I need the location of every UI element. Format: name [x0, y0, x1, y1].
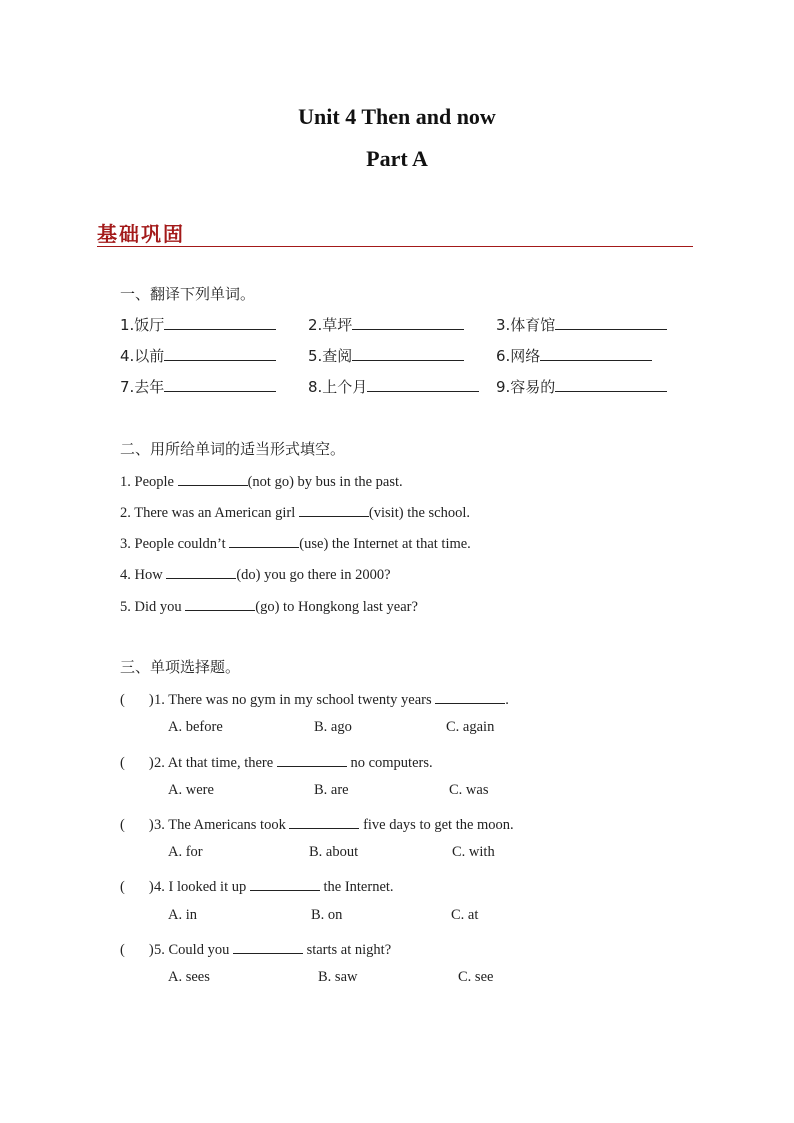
- option-a[interactable]: A. sees: [168, 969, 210, 985]
- answer-paren[interactable]: ( ): [120, 879, 154, 895]
- option-c[interactable]: C. see: [458, 969, 494, 985]
- options-row: [168, 719, 588, 737]
- vocab-item: 8.上个月: [308, 376, 479, 397]
- section-heading: [97, 218, 693, 247]
- fill-question: 5. Did you (go) to Hongkong last year?: [120, 595, 418, 616]
- choice-question: ( )2. At that time, there no computers.: [120, 751, 433, 772]
- option-b[interactable]: B. about: [309, 844, 359, 860]
- answer-blank[interactable]: [229, 532, 299, 548]
- options-row: [168, 907, 588, 925]
- answer-blank[interactable]: [233, 938, 303, 954]
- answer-blank[interactable]: [277, 751, 347, 767]
- option-b[interactable]: B. saw: [318, 969, 358, 985]
- page-title: Unit 4 Then and now: [298, 104, 496, 129]
- page-subtitle: Part A: [366, 146, 428, 171]
- answer-blank[interactable]: [164, 345, 276, 361]
- fill-question: 1. People (not go) by bus in the past.: [120, 470, 403, 491]
- part3-heading: 三、单项选择题。: [120, 658, 241, 676]
- option-a[interactable]: A. before: [168, 719, 223, 735]
- vocab-item: 9.容易的: [496, 376, 667, 397]
- answer-blank[interactable]: [164, 376, 276, 392]
- answer-blank[interactable]: [185, 595, 255, 611]
- options-row: [168, 782, 588, 800]
- vocab-item: 1.饭厅: [120, 314, 276, 335]
- answer-blank[interactable]: [166, 563, 236, 579]
- vocab-item: 4.以前: [120, 345, 276, 366]
- choice-question: ( )3. The Americans took five days to get the moon.: [120, 813, 514, 834]
- answer-blank[interactable]: [289, 813, 359, 829]
- fill-question: 3. People couldn’t (use) the Internet at that time.: [120, 532, 471, 553]
- option-a[interactable]: A. in: [168, 907, 197, 923]
- answer-blank[interactable]: [352, 314, 464, 330]
- answer-blank[interactable]: [540, 345, 652, 361]
- option-b[interactable]: B. on: [311, 907, 343, 923]
- vocab-item: 7.去年: [120, 376, 276, 397]
- options-row: [168, 969, 588, 987]
- option-c[interactable]: C. again: [446, 719, 495, 735]
- part1-heading: 一、翻译下列单词。: [120, 285, 256, 303]
- option-b[interactable]: B. ago: [314, 719, 352, 735]
- answer-blank[interactable]: [164, 314, 276, 330]
- answer-blank[interactable]: [555, 314, 667, 330]
- vocab-item: 2.草坪: [308, 314, 464, 335]
- answer-blank[interactable]: [367, 376, 479, 392]
- answer-blank[interactable]: [352, 345, 464, 361]
- answer-blank[interactable]: [299, 501, 369, 517]
- option-b[interactable]: B. are: [314, 782, 349, 798]
- choice-question: ( )1. There was no gym in my school twenty years .: [120, 688, 509, 709]
- choice-question: ( )5. Could you starts at night?: [120, 938, 391, 959]
- option-a[interactable]: A. for: [168, 844, 203, 860]
- answer-paren[interactable]: ( ): [120, 942, 154, 958]
- fill-question: 2. There was an American girl (visit) the school.: [120, 501, 470, 522]
- fill-question: 4. How (do) you go there in 2000?: [120, 563, 391, 584]
- part2-heading: 二、用所给单词的适当形式填空。: [120, 440, 346, 458]
- vocab-item: 6.网络: [496, 345, 652, 366]
- vocab-item: 5.查阅: [308, 345, 464, 366]
- option-c[interactable]: C. with: [452, 844, 495, 860]
- answer-paren[interactable]: ( ): [120, 755, 154, 771]
- option-c[interactable]: C. was: [449, 782, 489, 798]
- answer-blank[interactable]: [178, 470, 248, 486]
- answer-blank[interactable]: [555, 376, 667, 392]
- vocab-item: 3.体育馆: [496, 314, 667, 335]
- option-c[interactable]: C. at: [451, 907, 479, 923]
- section-heading-label: 基础巩固: [97, 222, 185, 246]
- options-row: [168, 844, 588, 862]
- answer-paren[interactable]: ( ): [120, 692, 154, 708]
- answer-paren[interactable]: ( ): [120, 817, 154, 833]
- answer-blank[interactable]: [250, 875, 320, 891]
- answer-blank[interactable]: [435, 688, 505, 704]
- option-a[interactable]: A. were: [168, 782, 214, 798]
- choice-question: ( )4. I looked it up the Internet.: [120, 875, 394, 896]
